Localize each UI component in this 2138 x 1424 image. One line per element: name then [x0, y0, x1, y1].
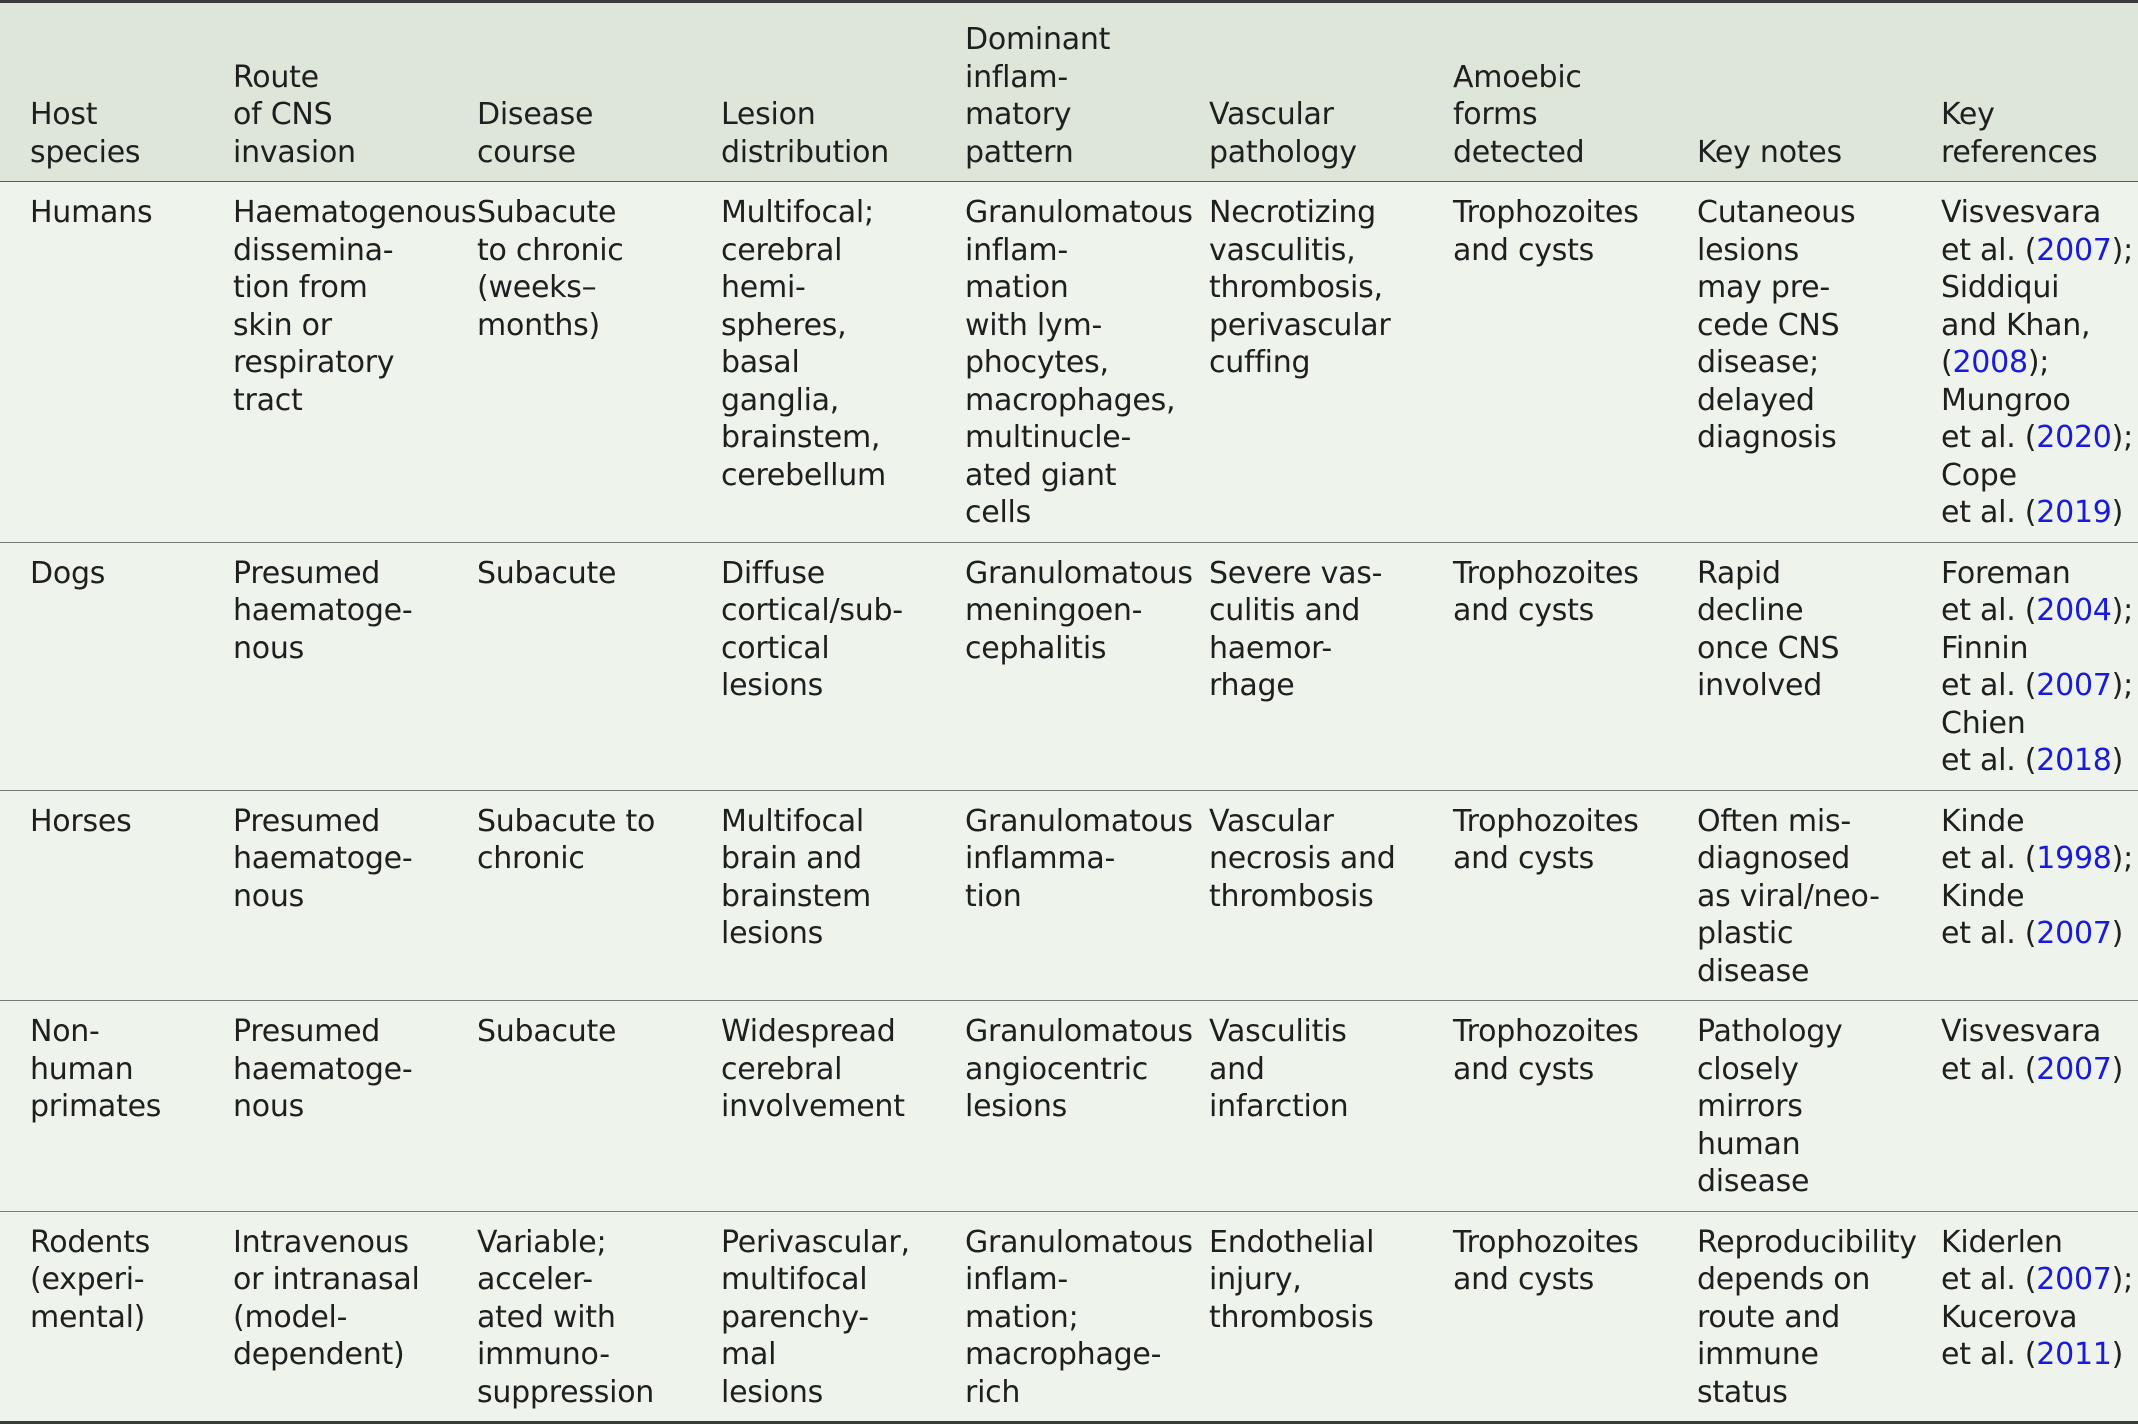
cell-line: Vasculitis — [1209, 1014, 1347, 1049]
cell-line: angiocentric — [965, 1051, 1149, 1087]
cell-line: lesions — [721, 1374, 824, 1410]
cell-line: Presumed — [233, 1014, 381, 1049]
reference-punctuation: ) — [2111, 495, 2124, 530]
cell-line: Multifocal — [721, 803, 864, 839]
cell-line: macrophage- — [965, 1337, 1162, 1372]
cell-line: with lym- — [965, 307, 1103, 343]
reference-year-link[interactable]: 2019 — [2036, 495, 2112, 530]
cell-line: closely — [1697, 1051, 1799, 1087]
cell-line: haemor- — [1209, 630, 1332, 666]
reference-punctuation: ) — [2111, 1337, 2124, 1372]
cell-line: status — [1697, 1374, 1788, 1410]
cell-line: nous — [233, 630, 305, 666]
cell-amoebic-forms — [1423, 1001, 1667, 1212]
reference-punctuation: ) — [2111, 1051, 2124, 1087]
reference-year-link[interactable]: 2011 — [2036, 1337, 2112, 1372]
reference-line — [1941, 344, 2132, 382]
cell-disease-course — [447, 542, 691, 790]
table-row — [0, 1211, 2138, 1423]
reference-text: Chien — [1941, 705, 2026, 741]
cell-line: Presumed — [233, 803, 381, 839]
cell-line: Trophozoites — [1453, 555, 1639, 591]
cell-line: cerebral — [721, 1051, 843, 1087]
cell-line: culitis and — [1209, 593, 1361, 628]
cell-line: delayed — [1697, 382, 1815, 418]
cell-disease-course — [447, 182, 691, 543]
cell-line: infarction — [1209, 1089, 1349, 1124]
cell-key-notes — [1667, 1001, 1911, 1212]
cell-line: (weeks– — [477, 270, 597, 305]
cell-line: spheres, — [721, 307, 847, 343]
cell-line: rhage — [1209, 668, 1295, 703]
cell-line: suppression — [477, 1374, 655, 1410]
cell-line: and cysts — [1453, 593, 1594, 628]
cell-line: macrophages, — [965, 382, 1176, 418]
cell-line: lesions — [721, 668, 824, 703]
header-line: Vascular — [1209, 97, 1334, 132]
reference-line — [1941, 705, 2132, 743]
table-body — [0, 182, 2138, 1423]
reference-text: Cope — [1941, 457, 2017, 493]
reference-punctuation: ); — [2027, 345, 2050, 380]
cell-line: diagnosis — [1697, 420, 1837, 455]
table-row — [0, 182, 2138, 543]
reference-line — [1941, 307, 2132, 345]
reference-text: et al. ( — [1941, 495, 2037, 530]
reference-line — [1941, 1224, 2132, 1262]
cell-line: thrombosis, — [1209, 270, 1383, 305]
reference-line — [1941, 1261, 2132, 1299]
cell-amoebic-forms — [1423, 1211, 1667, 1423]
cell-line: vasculitis, — [1209, 232, 1356, 268]
cell-vascular-pathology — [1179, 1001, 1423, 1212]
reference-text: Visvesvara — [1941, 1014, 2102, 1049]
cell-route-of-cns-invasion — [203, 1001, 447, 1212]
cell-route-of-cns-invasion — [203, 182, 477, 543]
reference-punctuation: ); — [2111, 841, 2133, 876]
header-line: Dominant — [965, 22, 1111, 57]
cell-line: respiratory — [233, 345, 395, 380]
cell-line: lesions — [965, 1089, 1068, 1124]
cell-line: acceler- — [477, 1262, 593, 1297]
reference-line — [1941, 232, 2132, 270]
cell-line: cortical/sub- — [721, 593, 903, 628]
reference-line — [1941, 194, 2132, 232]
cell-line: Granulomatous — [965, 1224, 1193, 1260]
reference-year-link[interactable]: 2007 — [2036, 1262, 2112, 1297]
cell-disease-course — [447, 1211, 691, 1423]
cell-line: cuffing — [1209, 345, 1311, 380]
cell-line: inflam- — [965, 232, 1068, 268]
cell-line: Pathology — [1697, 1014, 1843, 1049]
cell-line: tion from — [233, 270, 368, 305]
cell-line: cerebral — [721, 232, 843, 268]
header-key-references — [1911, 2, 2138, 182]
cell-line: necrosis and — [1209, 841, 1396, 876]
reference-text: and Khan, — [1941, 307, 2091, 343]
cell-line: parenchy- — [721, 1299, 869, 1335]
reference-text: Foreman — [1941, 555, 2071, 591]
cell-line: inflam- — [965, 1262, 1068, 1297]
cell-line: and cysts — [1453, 841, 1594, 876]
reference-year-link[interactable]: 2020 — [2036, 420, 2112, 455]
cell-key-notes — [1667, 790, 1911, 1001]
cell-key-references — [1911, 1211, 2138, 1423]
reference-text: Kiderlen — [1941, 1224, 2063, 1260]
reference-year-link[interactable]: 2004 — [2036, 593, 2112, 628]
header-line: Key notes — [1697, 134, 1842, 170]
reference-line — [1941, 878, 2132, 916]
cell-line: lesions — [1697, 232, 1800, 268]
cell-host-species — [0, 1001, 203, 1212]
cell-line: lesions — [721, 916, 824, 951]
cell-inflammatory-pattern — [935, 1211, 1193, 1423]
cell-line: dissemina- — [233, 232, 394, 268]
header-line: species — [30, 134, 141, 170]
cell-vascular-pathology — [1179, 1211, 1423, 1423]
cell-line: months) — [477, 307, 600, 343]
cell-line: human — [1697, 1126, 1801, 1162]
cell-key-notes — [1667, 182, 1911, 543]
cell-key-references — [1911, 542, 2138, 790]
header-line: invasion — [233, 134, 356, 170]
reference-text: Finnin — [1941, 630, 2029, 666]
cell-lesion-distribution — [691, 1211, 935, 1423]
reference-text: et al. ( — [1941, 232, 2037, 268]
cell-line: as viral/neo- — [1697, 878, 1880, 914]
cell-line: Non- — [30, 1014, 100, 1049]
cell-line: mation — [965, 270, 1069, 305]
cell-line: Subacute — [477, 195, 617, 230]
cell-lesion-distribution — [691, 542, 935, 790]
reference-line — [1941, 803, 2132, 841]
cell-line: Variable; — [477, 1224, 607, 1260]
cell-line: Widespread — [721, 1014, 896, 1049]
cell-line: Trophozoites — [1453, 1014, 1639, 1049]
cell-line: thrombosis — [1209, 878, 1374, 914]
cell-line: may pre- — [1697, 270, 1830, 305]
reference-punctuation: ) — [2111, 743, 2124, 778]
cell-line: meningoen- — [965, 593, 1143, 628]
cell-line: tract — [233, 382, 303, 418]
cell-line: Granulomatous — [965, 195, 1193, 230]
reference-text: Kinde — [1941, 803, 2025, 839]
cell-line: to chronic — [477, 232, 624, 268]
reference-punctuation: ); — [2111, 668, 2133, 703]
cell-line: brainstem — [721, 878, 871, 914]
cell-line: Haematogenous — [233, 195, 477, 230]
cell-line: inflamma- — [965, 841, 1116, 876]
cell-line: Diffuse — [721, 555, 825, 591]
cell-line: or intranasal — [233, 1262, 420, 1297]
cell-inflammatory-pattern — [935, 1001, 1193, 1212]
reference-line — [1941, 1336, 2132, 1374]
cell-line: cephalitis — [965, 630, 1107, 666]
cell-line: primates — [30, 1089, 162, 1124]
cell-line: Often mis- — [1697, 803, 1851, 839]
cell-line: cells — [965, 495, 1032, 530]
cell-line: decline — [1697, 593, 1804, 628]
header-line: forms — [1453, 97, 1538, 132]
cell-line: disease — [1697, 953, 1810, 989]
cell-line: Trophozoites — [1453, 1224, 1639, 1260]
cell-line: Reproducibility — [1697, 1224, 1917, 1260]
cell-line: hemi- — [721, 270, 806, 305]
header-line: Key — [1941, 97, 1995, 132]
cell-line: perivascular — [1209, 307, 1391, 343]
cell-amoebic-forms — [1423, 790, 1667, 1001]
reference-text: et al. ( — [1941, 916, 2037, 951]
cell-line: Subacute to — [477, 803, 656, 839]
header-line: references — [1941, 134, 2098, 170]
cell-line: Necrotizing — [1209, 195, 1376, 230]
cell-amoebic-forms — [1423, 542, 1667, 790]
cell-line: Cutaneous — [1697, 195, 1856, 230]
header-row — [0, 2, 2138, 182]
cell-line: diagnosed — [1697, 841, 1851, 876]
cell-host-species — [0, 790, 203, 1001]
cell-key-notes — [1667, 542, 1911, 790]
cell-line: ated giant — [965, 457, 1117, 493]
reference-text: Kinde — [1941, 878, 2025, 914]
cell-line: Intravenous — [233, 1224, 409, 1260]
reference-text: ( — [1941, 345, 1953, 380]
header-line: pattern — [965, 134, 1074, 170]
cell-line: immuno- — [477, 1337, 610, 1372]
reference-line — [1941, 1299, 2132, 1337]
reference-text: Kucerova — [1941, 1299, 2078, 1335]
header-line: inflam- — [965, 59, 1068, 95]
cell-key-references — [1911, 182, 2138, 543]
cell-lesion-distribution — [691, 790, 935, 1001]
header-line: Host — [30, 97, 98, 132]
cell-line: and — [1209, 1051, 1265, 1087]
reference-punctuation: ); — [2111, 593, 2133, 628]
reference-line — [1941, 915, 2132, 953]
cell-host-species — [0, 182, 203, 543]
header-line: matory — [965, 97, 1072, 132]
cell-line: nous — [233, 878, 305, 914]
cell-line: brain and — [721, 841, 862, 876]
header-line: course — [477, 134, 576, 170]
reference-year-link[interactable]: 2007 — [2036, 1051, 2112, 1087]
cell-inflammatory-pattern — [935, 542, 1193, 790]
reference-punctuation: ) — [2111, 916, 2124, 951]
cell-line: mirrors — [1697, 1089, 1803, 1124]
cell-line: and cysts — [1453, 1262, 1594, 1297]
cell-line: haematoge- — [233, 1051, 413, 1087]
cell-line: multifocal — [721, 1262, 868, 1297]
cell-line: once CNS — [1697, 630, 1840, 666]
reference-line — [1941, 840, 2132, 878]
table-header — [0, 2, 2138, 182]
cell-line: involved — [1697, 668, 1823, 703]
cell-line: Trophozoites — [1453, 803, 1639, 839]
cell-line: cede CNS — [1697, 307, 1840, 343]
reference-year-link[interactable]: 2007 — [2036, 916, 2112, 951]
cell-line: ganglia, — [721, 382, 840, 418]
cell-vascular-pathology — [1179, 790, 1423, 1001]
reference-line — [1941, 742, 2132, 780]
reference-line — [1941, 592, 2132, 630]
reference-line — [1941, 494, 2132, 532]
cell-line: ated with — [477, 1299, 616, 1335]
cell-line: phocytes, — [965, 345, 1109, 380]
cell-line: haematoge- — [233, 593, 413, 628]
reference-punctuation: ); — [2111, 232, 2133, 268]
reference-line — [1941, 667, 2132, 705]
header-disease-course — [447, 2, 691, 182]
cell-line: Endothelial — [1209, 1224, 1375, 1260]
reference-text: Mungroo — [1941, 382, 2071, 418]
cell-line: and cysts — [1453, 232, 1594, 268]
header-line: detected — [1453, 134, 1585, 170]
header-route-of-cns-invasion — [203, 2, 447, 182]
header-vascular-pathology — [1179, 2, 1423, 182]
cell-line: Rodents — [30, 1224, 151, 1260]
cell-line: basal — [721, 345, 800, 380]
cell-disease-course — [447, 790, 691, 1001]
reference-text: et al. ( — [1941, 1262, 2037, 1297]
header-host-species — [0, 2, 203, 182]
cell-line: plastic — [1697, 916, 1794, 951]
cell-line: Horses — [30, 803, 132, 839]
reference-text: et al. ( — [1941, 743, 2037, 778]
reference-year-link[interactable]: 2008 — [1952, 345, 2028, 380]
cell-line: human — [30, 1051, 134, 1087]
cell-line: involvement — [721, 1089, 905, 1124]
reference-line — [1941, 269, 2132, 307]
cell-line: Multifocal; — [721, 195, 874, 230]
reference-line — [1941, 419, 2132, 457]
reference-text: et al. ( — [1941, 841, 2037, 876]
header-line: Lesion — [721, 97, 816, 132]
cell-line: mental) — [30, 1299, 146, 1335]
reference-text: Siddiqui — [1941, 270, 2060, 305]
cell-key-notes — [1667, 1211, 1917, 1423]
header-line: Route — [233, 59, 319, 95]
cell-route-of-cns-invasion — [203, 790, 447, 1001]
reference-line — [1941, 555, 2132, 593]
header-amoebic-forms — [1423, 2, 1667, 182]
reference-text: et al. ( — [1941, 420, 2037, 455]
cell-route-of-cns-invasion — [203, 542, 447, 790]
table-row — [0, 1001, 2138, 1212]
cell-line: mal — [721, 1337, 777, 1372]
table-row — [0, 542, 2138, 790]
cell-line: brainstem, — [721, 420, 881, 455]
cell-line: Granulomatous — [965, 1014, 1193, 1049]
reference-line — [1941, 1051, 2132, 1089]
reference-text: et al. ( — [1941, 593, 2037, 628]
cell-line: mation; — [965, 1299, 1079, 1335]
cell-line: immune — [1697, 1337, 1819, 1372]
header-line: of CNS — [233, 97, 333, 132]
reference-line — [1941, 1013, 2132, 1051]
reference-text: et al. ( — [1941, 1051, 2037, 1087]
cell-line: Granulomatous — [965, 555, 1193, 591]
cell-line: Trophozoites — [1453, 195, 1639, 230]
reference-text: Visvesvara — [1941, 195, 2102, 230]
cell-line: chronic — [477, 841, 585, 876]
reference-year-link[interactable]: 2018 — [2036, 743, 2112, 778]
header-line: Disease — [477, 97, 594, 132]
cell-inflammatory-pattern — [935, 182, 1193, 543]
cell-line: (experi- — [30, 1262, 145, 1297]
header-line: distribution — [721, 134, 889, 170]
cell-host-species — [0, 1211, 203, 1423]
reference-line — [1941, 382, 2132, 420]
cell-amoebic-forms — [1423, 182, 1667, 543]
cell-line: Vascular — [1209, 803, 1334, 839]
cell-line: Subacute — [477, 1014, 617, 1049]
cell-key-references — [1911, 1001, 2138, 1212]
cell-line: depends on — [1697, 1262, 1871, 1297]
cell-line: (model- — [233, 1299, 348, 1335]
reference-text: et al. ( — [1941, 1337, 2037, 1372]
cell-line: tion — [965, 878, 1022, 914]
cell-line: rich — [965, 1374, 1021, 1410]
cell-line: Dogs — [30, 555, 106, 591]
header-line: pathology — [1209, 134, 1357, 170]
cell-key-references — [1911, 790, 2138, 1001]
cell-line: haematoge- — [233, 841, 413, 876]
cell-line: thrombosis — [1209, 1299, 1374, 1335]
cell-line: Humans — [30, 195, 153, 230]
cell-route-of-cns-invasion — [203, 1211, 447, 1423]
cell-line: injury, — [1209, 1262, 1302, 1297]
cell-vascular-pathology — [1179, 542, 1423, 790]
reference-punctuation: ); — [2111, 1262, 2133, 1297]
cell-line: Perivascular, — [721, 1224, 910, 1260]
cell-host-species — [0, 542, 203, 790]
cell-vascular-pathology — [1179, 182, 1423, 543]
cell-line: cortical — [721, 630, 830, 666]
cell-line: Severe vas- — [1209, 555, 1383, 591]
cell-line: skin or — [233, 307, 332, 343]
cell-lesion-distribution — [691, 1001, 935, 1212]
reference-line — [1941, 457, 2132, 495]
reference-year-link[interactable]: 1998 — [2036, 841, 2112, 876]
table-row — [0, 790, 2138, 1001]
cell-line: disease; — [1697, 345, 1820, 380]
cell-line: route and — [1697, 1299, 1840, 1335]
header-key-notes — [1667, 2, 1911, 182]
reference-year-link[interactable]: 2007 — [2036, 232, 2112, 268]
reference-punctuation: ); — [2111, 420, 2133, 455]
reference-year-link[interactable]: 2007 — [2036, 668, 2112, 703]
cell-line: disease — [1697, 1164, 1810, 1199]
header-inflammatory-pattern — [935, 2, 1179, 182]
cell-line: Presumed — [233, 555, 381, 591]
cell-line: Granulomatous — [965, 803, 1193, 839]
cell-line: Subacute — [477, 555, 617, 591]
header-lesion-distribution — [691, 2, 935, 182]
cell-line: and cysts — [1453, 1051, 1594, 1087]
reference-line — [1941, 630, 2132, 668]
cell-lesion-distribution — [691, 182, 935, 543]
reference-text: et al. ( — [1941, 668, 2037, 703]
cell-inflammatory-pattern — [935, 790, 1193, 1001]
cell-line: dependent) — [233, 1337, 405, 1372]
cell-disease-course — [447, 1001, 691, 1212]
cell-line: Rapid — [1697, 555, 1781, 591]
header-line: Amoebic — [1453, 59, 1582, 95]
cell-line: multinucle- — [965, 420, 1132, 455]
cell-line: nous — [233, 1089, 305, 1124]
cell-line: cerebellum — [721, 457, 886, 493]
